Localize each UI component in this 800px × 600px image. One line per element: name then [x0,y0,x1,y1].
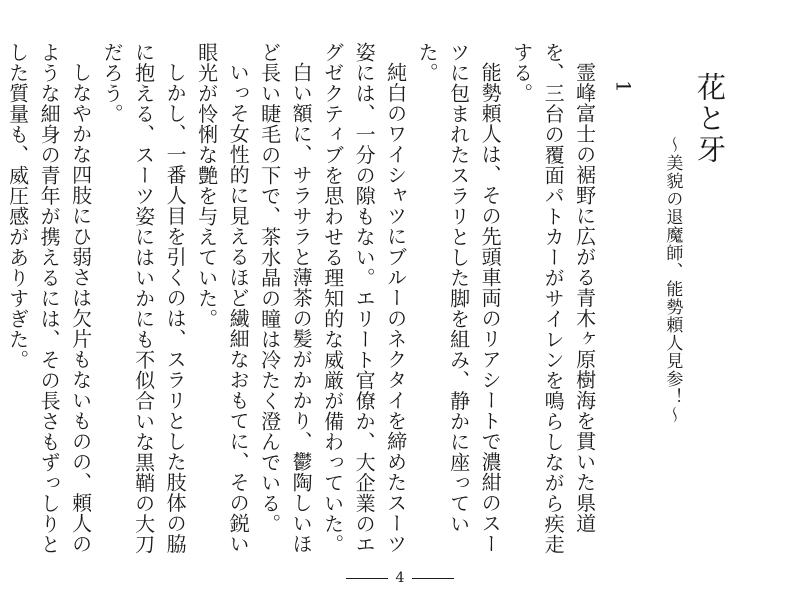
page-footer [0,570,800,586]
chapter-title: 花と牙 [693,72,727,165]
paragraph: 霊峰富士の裾野に広がる青木ヶ原樹海を貫いた県道を、三台の覆面パトカーがサイレンを鳴らしながら疾走する。 [509,42,597,555]
vertical-text-block [0,42,730,562]
paragraph: 能勢頼人は、その先頭車両のリアシートで濃紺のスーツに包まれたスラリとした脚を組み、静かに座っていた。 [415,42,503,554]
paragraph: 純白のワイシャツにブルーのネクタイを締めたスーツ姿には、一分の隙もない。エリート官僚か、大企業のエグゼクティブを思わせる理知的な威厳が備わっていた。 [320,42,408,555]
footer-rule-right [412,578,454,579]
paragraph: 白い額に、サラサラと薄茶の髪がかかり、鬱陶しいほど長い睫毛の下で、茶水晶の瞳は冷たく澄んでいる。 [257,42,314,554]
paragraph: しなやかな四肢にひ弱さは欠片もないものの、頼人のような細身の青年が携えるには、その長さもずっしりとした質量も、威圧感がありすぎた。 [5,42,93,555]
paragraph [0,42,1,562]
paragraph: しかし、一番人目を引くのは、スラリとした肢体の脇に抱える、スーツ姿にはいかにも不似合いな黒鞘の大刀だろう。 [100,42,188,555]
footer-rule-left [346,578,388,579]
page-number: 4 [395,570,405,586]
chapter-subtitle: ～美貌の退魔師、能勢頼人見参！～ [662,136,683,424]
chapter-number: 1 [611,80,636,93]
paragraph: いっそ女性的に見えるほど繊細なおもてに、その鋭い眼光が怜悧な艶を与えていた。 [194,42,251,554]
